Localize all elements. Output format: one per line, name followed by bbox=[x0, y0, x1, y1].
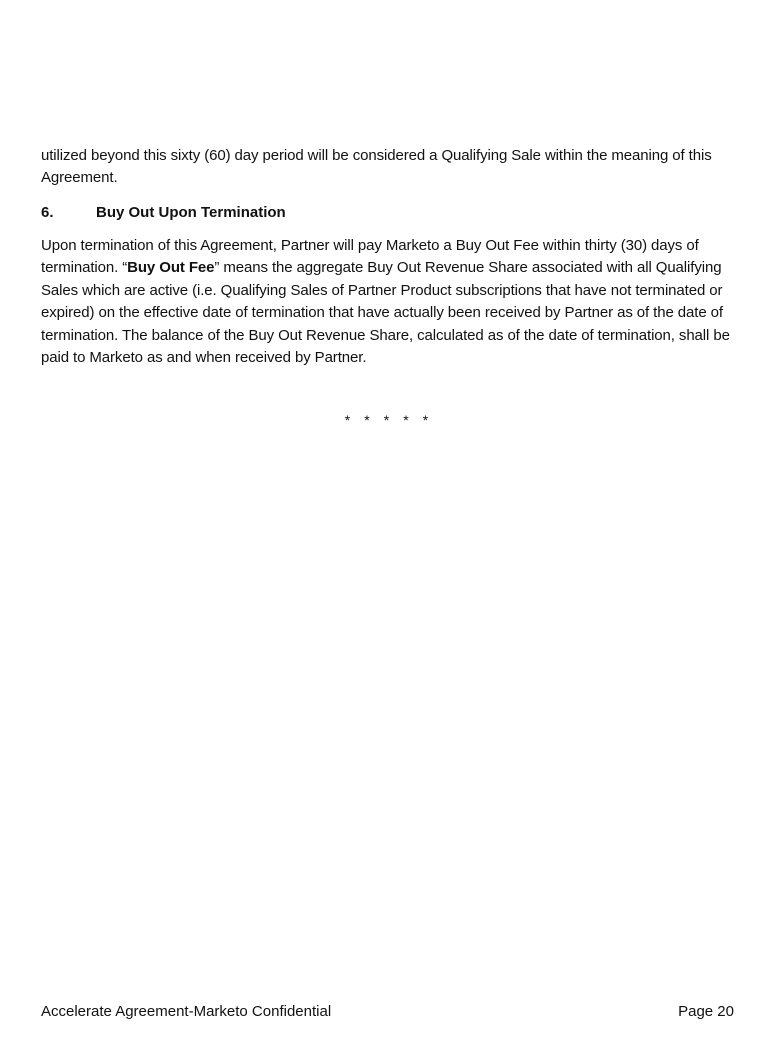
end-mark: * bbox=[403, 412, 409, 428]
paragraph-text-before: Upon termination of this Agreement, Partner will pay Marketo a Buy Out Fee within thirty (30) days of termination. “ bbox=[41, 237, 699, 277]
footer-document-title: Accelerate Agreement-Marketo Confidential bbox=[41, 1003, 332, 1020]
section-paragraph bbox=[41, 235, 741, 369]
end-mark: * bbox=[364, 412, 370, 428]
paragraph-text-after: ” means the aggregate Buy Out Revenue Share associated with all Qualifying Sales which are active (i.e. Qualifying Sales of Partner Product subscriptions that have not terminated or expired) on the effective date of termination that have actually been received by Partner as of the date of termination. The balance of the Buy Out Revenue Share, calculated as of the date of termination, shall be paid to Marketo as and when received by Partner. bbox=[41, 259, 730, 367]
end-mark: * bbox=[344, 412, 351, 428]
defined-term: Buy Out Fee bbox=[127, 259, 215, 277]
section-title: Buy Out Upon Termination bbox=[96, 204, 286, 221]
footer-page-number: Page 20 bbox=[678, 1003, 734, 1020]
section-heading bbox=[41, 202, 286, 224]
section-number: 6. bbox=[41, 204, 54, 221]
end-mark: * bbox=[422, 412, 429, 428]
end-of-page-marks bbox=[0, 412, 759, 428]
continuation-paragraph: utilized beyond this sixty (60) day period will be considered a Qualifying Sale within the meaning of this Agreement. bbox=[41, 147, 712, 187]
end-mark: * bbox=[383, 412, 390, 428]
